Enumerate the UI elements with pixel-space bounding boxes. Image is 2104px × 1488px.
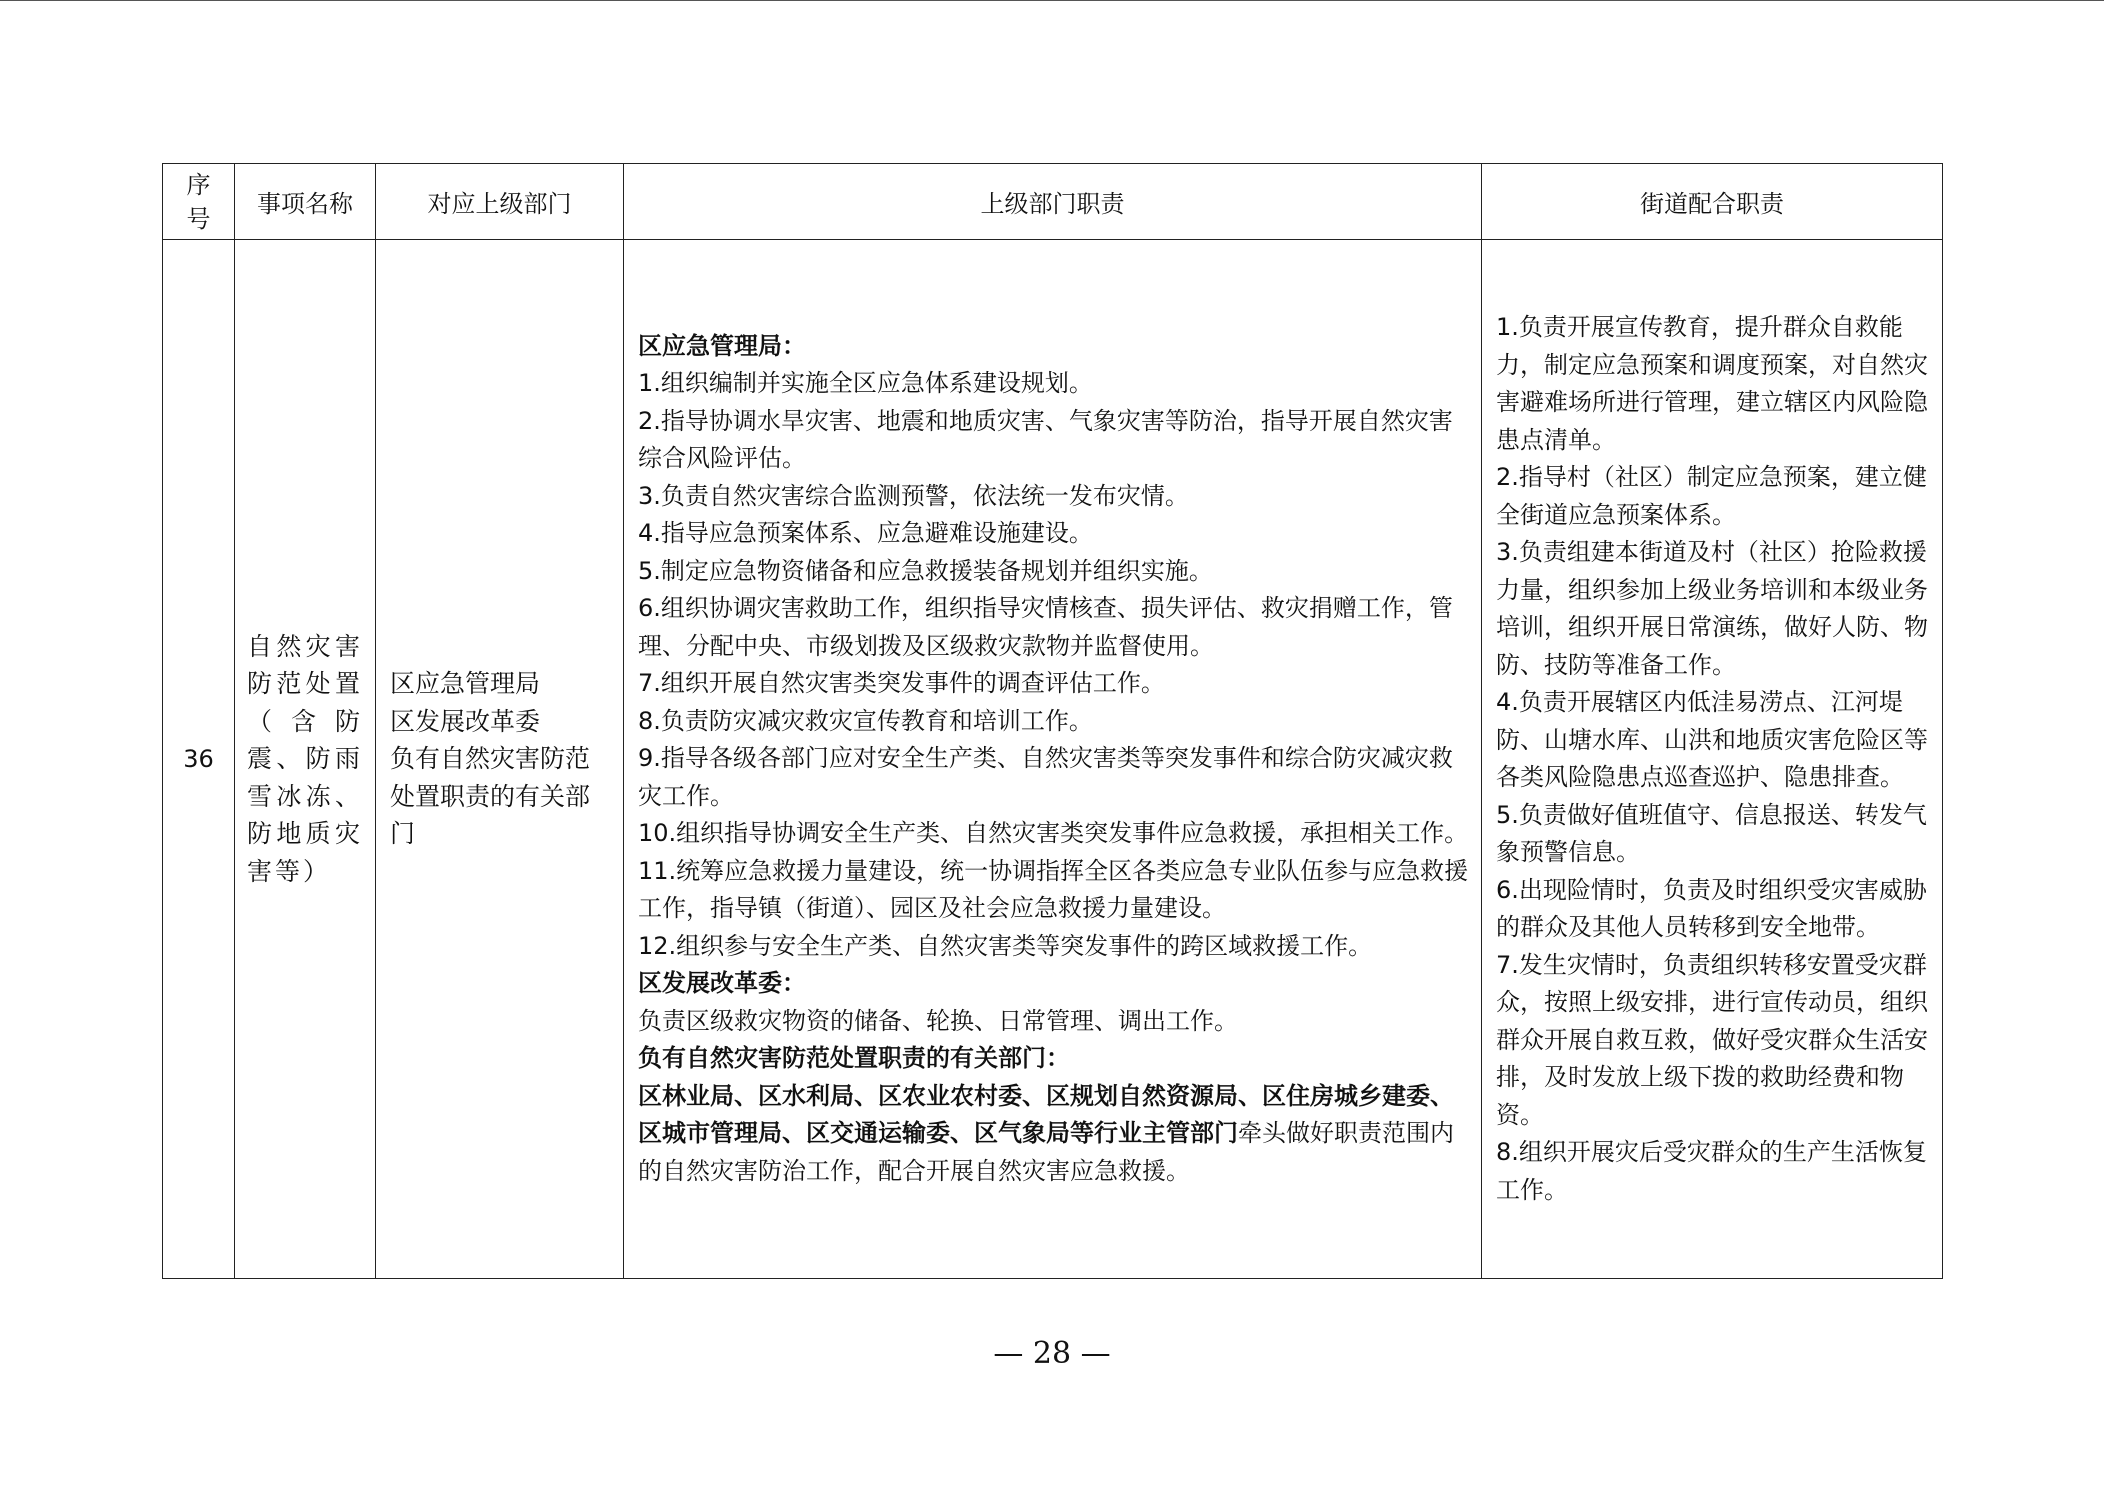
duty-item xyxy=(638,1078,1469,1191)
street-item: 1.负责开展宣传教育，提升群众自救能力，制定应急预案和调度预案，对自然灾害避难场所进行管理，建立辖区内风险隐患点清单。 xyxy=(1496,313,1928,454)
street-item: 6.出现险情时，负责及时组织受灾害威胁的群众及其他人员转移到安全地带。 xyxy=(1496,875,1927,941)
upper-dept-1: 区应急管理局 xyxy=(390,669,541,699)
header-item-name: 事项名称 xyxy=(235,164,376,240)
street-item: 7.发生灾情时，负责组织转移安置受灾群众，按照上级安排，进行宣传动员，组织群众开展自救互救，做好受灾群众生活安排，及时发放上级下拨的救助经费和物资。 xyxy=(1496,950,1928,1129)
header-upper-duty: 上级部门职责 xyxy=(624,164,1482,240)
duty-bold-lead: 区林业局、区水利局、区农业农村委、区规划自然资源局、区住房城乡建委、区城市管理局、区交通运输委、区气象局等行业主管部门 xyxy=(638,1081,1454,1148)
street-item: 5.负责做好值班值守、信息报送、转发气象预警信息。 xyxy=(1496,800,1927,866)
duty-item: 负责区级救灾物资的储备、轮换、日常管理、调出工作。 xyxy=(638,1006,1238,1035)
row-seq: 36 xyxy=(163,240,235,1279)
duty-item: 6.组织协调灾害救助工作，组织指导灾情核查、损失评估、救灾捐赠工作，管理、分配中央、市级划拨及区级救灾款物并监督使用。 xyxy=(638,594,1453,660)
duty-rest: 牵头做好职责范围内的自然灾害防治工作，配合开展自然灾害应急救援。 xyxy=(638,1119,1454,1185)
street-item: 4.负责开展辖区内低洼易涝点、江河堤防、山塘水库、山洪和地质灾害危险区等各类风险隐患点巡查巡护、隐患排查。 xyxy=(1496,688,1928,791)
upper-dept-2: 区发展改革委 xyxy=(390,706,541,736)
row-upper-dept xyxy=(376,240,624,1279)
page-top-border xyxy=(0,0,2104,1)
duty-item: 8.负责防灾减灾救灾宣传教育和培训工作。 xyxy=(638,706,1093,735)
duty-table xyxy=(162,163,1943,1279)
duty-item: 5.制定应急物资储备和应急救援装备规划并组织实施。 xyxy=(638,556,1213,585)
duty-section-title: 区发展改革委： xyxy=(638,969,806,998)
header-street-duty: 街道配合职责 xyxy=(1482,164,1943,240)
duty-item: 10.组织指导协调安全生产类、自然灾害类突发事件应急救援，承担相关工作。 xyxy=(638,819,1469,848)
table-row xyxy=(163,240,1943,1279)
table-header-row xyxy=(163,164,1943,240)
street-item: 3.负责组建本街道及村（社区）抢险救援力量，组织参加上级业务培训和本级业务培训，组织开展日常演练，做好人防、物防、技防等准备工作。 xyxy=(1496,538,1928,679)
header-upper-dept: 对应上级部门 xyxy=(376,164,624,240)
duty-item: 7.组织开展自然灾害类突发事件的调查评估工作。 xyxy=(638,669,1165,698)
page-number: — 28 — xyxy=(993,1336,1111,1371)
duty-item: 12.组织参与安全生产类、自然灾害类等突发事件的跨区域救援工作。 xyxy=(638,931,1373,960)
duty-item: 11.统筹应急救援力量建设，统一协调指挥全区各类应急专业队伍参与应急救援工作，指导镇（街道）、园区及社会应急救援力量建设。 xyxy=(638,856,1469,923)
row-street-duty xyxy=(1482,240,1943,1279)
header-seq: 序 号 xyxy=(163,164,235,240)
row-item-name: 自然灾害防范处置（含防震、防雨雪冰冻、防地质灾害等） xyxy=(235,240,376,1279)
duty-item: 3.负责自然灾害综合监测预警，依法统一发布灾情。 xyxy=(638,481,1189,510)
duty-section-title: 负有自然灾害防范处置职责的有关部门： xyxy=(638,1044,1070,1073)
duty-item: 9.指导各级各部门应对安全生产类、自然灾害类等突发事件和综合防灾减灾救灾工作。 xyxy=(638,744,1453,810)
row-upper-duty xyxy=(624,240,1482,1279)
duty-item: 1.组织编制并实施全区应急体系建设规划。 xyxy=(638,369,1093,398)
street-item: 8.组织开展灾后受灾群众的生产生活恢复工作。 xyxy=(1496,1138,1927,1204)
upper-dept-3: 负有自然灾害防范处置职责的有关部门 xyxy=(390,744,591,849)
duty-item: 2.指导协调水旱灾害、地震和地质灾害、气象灾害等防治，指导开展自然灾害综合风险评估。 xyxy=(638,406,1453,473)
street-item: 2.指导村（社区）制定应急预案，建立健全街道应急预案体系。 xyxy=(1496,463,1927,529)
duty-section-title: 区应急管理局： xyxy=(638,331,806,360)
duty-item: 4.指导应急预案体系、应急避难设施建设。 xyxy=(638,519,1093,548)
